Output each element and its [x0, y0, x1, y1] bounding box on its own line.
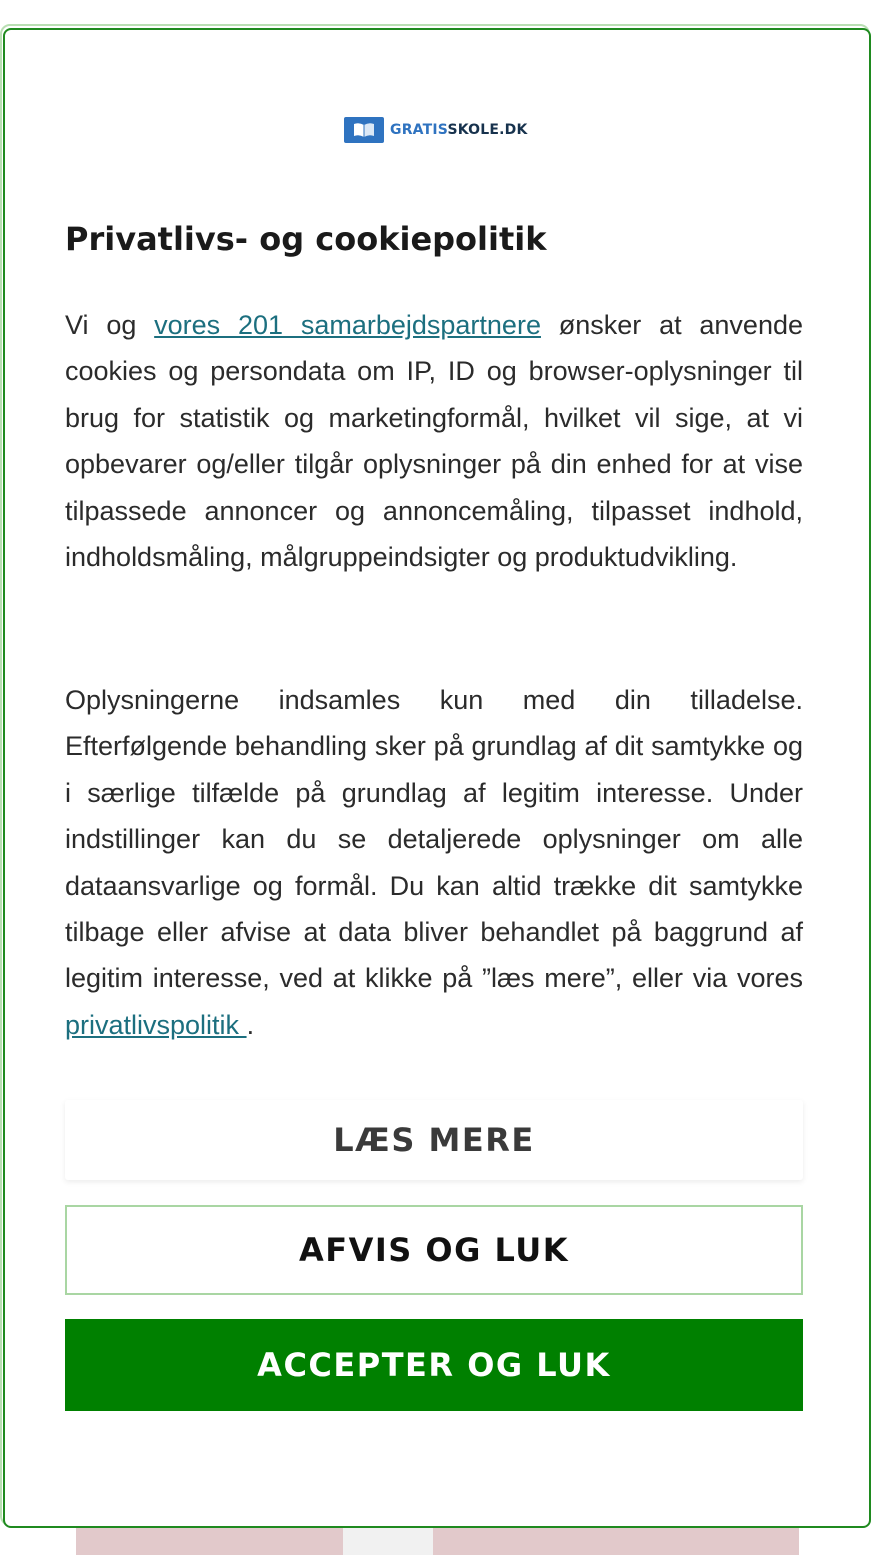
paragraph-2-text-start: Oplysningerne indsamles kun med din tilladelse. Efterfølgende behandling sker på grundlag af dit samtykke og i særlige tilfælde på grundlag af legitim interesse. Under indstillinger kan du se detaljerede oplysninger om alle dataansvarlige og formål. Du kan altid trække dit samtykke tilbage eller afvise at data bliver behandlet på baggrund af legitim interesse, ved at klikke på ”læs mere”, eller via vores	[65, 685, 803, 994]
consent-paragraph-2	[65, 677, 803, 1048]
paragraph-1-text-start: Vi og	[65, 310, 155, 340]
consent-paragraph-1	[65, 302, 803, 580]
open-book-icon	[344, 117, 384, 143]
paragraph-2-text-end: .	[246, 1009, 255, 1040]
read-more-button[interactable]: LÆS MERE	[65, 1100, 803, 1180]
background-strip-left	[76, 1528, 343, 1555]
logo-text-skole: SKOLE.DK	[447, 122, 528, 138]
accept-and-close-button[interactable]: ACCEPTER OG LUK	[65, 1319, 803, 1411]
paragraph-1-text-end: ønsker at anvende cookies og persondata om IP, ID og browser-oplysninger til brug for statistik og marketingformål, hvilket vil sige, at vi opbevarer og/eller tilgår oplysninger på din enhed for at vise tilpassede annoncer og annoncemåling, tilpasset indhold, indholdsmåling, målgruppeindsigter og produktudvikling.	[65, 310, 804, 573]
reject-and-close-button[interactable]: AFVIS OG LUK	[65, 1205, 803, 1295]
background-strip-right	[433, 1528, 799, 1555]
dialog-title: Privatlivs- og cookiepolitik	[65, 220, 547, 258]
logo-wordmark	[390, 122, 528, 138]
logo-text-gratis: GRATIS	[390, 122, 448, 138]
partners-link[interactable]: vores 201 samarbejdspartnere	[154, 310, 541, 340]
site-logo	[344, 116, 528, 144]
privacy-policy-link[interactable]: privatlivspolitik	[65, 1009, 247, 1040]
background-strip-middle	[343, 1528, 433, 1555]
